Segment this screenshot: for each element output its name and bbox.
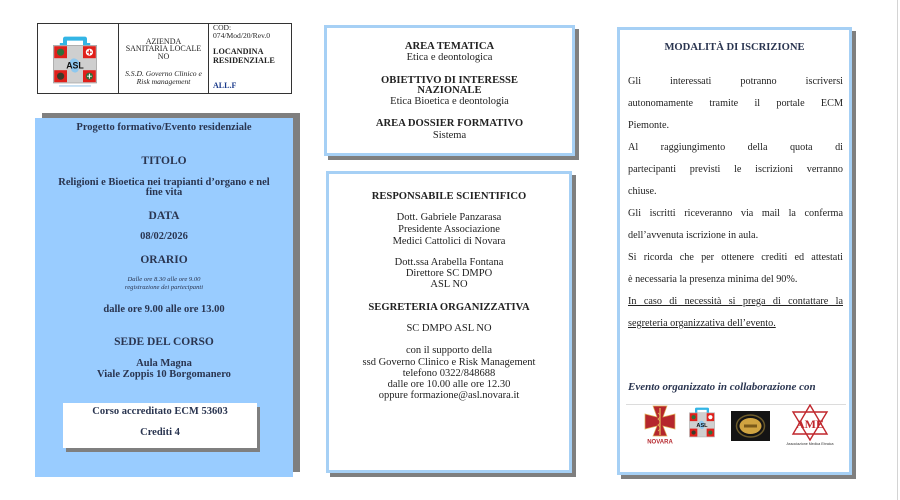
event-type: Progetto formativo/Evento residenziale (76, 122, 252, 133)
header-logo-cell (38, 24, 119, 93)
support-line: ssd Governo Clinico e Risk Management (362, 357, 536, 368)
doc-type-line: RESIDENZIALE (213, 56, 275, 65)
org-name-line: NO (157, 52, 170, 61)
contacts-card (326, 171, 572, 473)
venue-line: Aula Magna (136, 358, 192, 369)
registration-line: Piemonte. (628, 120, 670, 131)
svg-text:AME: AME (796, 417, 824, 431)
accreditation-text: Corso accreditato ECM 53603 (92, 406, 228, 417)
accreditation-box (63, 403, 257, 448)
registration-title: MODALITÀ DI ISCRIZIONE (664, 42, 805, 53)
scientific-label: RESPONSABILE SCIENTIFICO (371, 191, 527, 202)
attachment-label: ALL.F (213, 81, 237, 90)
title-label: TITOLO (141, 155, 187, 167)
phone-line: telefono 0322/848688 (402, 368, 496, 379)
objective-label-line: NAZIONALE (417, 85, 482, 96)
hours-line: dalle ore 10.00 alle ore 12.30 (387, 379, 511, 390)
collaboration-label: Evento organizzato in collaborazione con (628, 381, 816, 393)
svg-text:ASL: ASL (66, 60, 84, 71)
person2-line: Direttore SC DMPO (405, 268, 493, 279)
person1-line: Presidente Associazione (398, 224, 500, 235)
code-label: COD: (213, 23, 232, 32)
org-name-line: AZIENDA (145, 37, 182, 46)
asl-logo-icon (688, 406, 716, 440)
code-value: 074/Mod/20/Rev.0 (213, 31, 271, 40)
person2-line: ASL NO (430, 279, 468, 290)
date-label: DATA (148, 210, 180, 222)
registration-text (628, 71, 843, 335)
venue-label: SEDE DEL CORSO (114, 336, 214, 348)
registration-line: Gli iscritti riceveranno via mail la conferma (628, 208, 843, 219)
event-date: 08/02/2026 (140, 231, 188, 242)
header-code-cell (209, 24, 291, 93)
registration-card (617, 27, 852, 475)
person1-line: Medici Cattolici di Novara (392, 236, 506, 247)
registration-line: Gli interessati potranno iscriversi (628, 76, 843, 87)
svg-text:Associazione Medica Ebraica: Associazione Medica Ebraica (786, 442, 834, 446)
header-org-cell (119, 24, 209, 93)
doc-type-line: LOCANDINA (213, 47, 264, 56)
secretariat-unit: SC DMPO ASL NO (406, 323, 492, 334)
ame-logo-icon (783, 404, 837, 446)
registration-line: è necessaria la presenza minima del 90%. (628, 274, 798, 285)
dossier-value: Sistema (432, 130, 467, 141)
person2-line: Dott.ssa Arabella Fontana (394, 257, 504, 268)
dossier-label: AREA DOSSIER FORMATIVO (375, 118, 524, 129)
secretariat-label: SEGRETERIA ORGANIZZATIVA (368, 302, 530, 313)
org-name-line: SANITARIA LOCALE (125, 44, 202, 53)
dept-line: Risk management (136, 77, 191, 86)
registration-line: Si ricorda che per ottenere crediti ed attestati (628, 252, 843, 263)
dept-line: S.S.D. Governo Clinico e (125, 69, 202, 78)
amci-novara-logo-icon (640, 405, 680, 445)
page-edge-divider (897, 0, 898, 500)
registration-note-line: registrazione dei partecipanti (124, 284, 204, 291)
registration-line: chiuse. (628, 186, 657, 197)
registration-line: Al raggiungimento della quota di (628, 142, 843, 153)
registration-line: dell’avvenuta iscrizione in aula. (628, 230, 759, 241)
person1-line: Dott. Gabriele Panzarasa (396, 212, 502, 223)
objective-label-line: OBIETTIVO DI INTERESSE (381, 75, 518, 86)
area-label: AREA TEMATICA (404, 41, 495, 52)
event-hours: dalle ore 9.00 alle ore 13.00 (103, 304, 225, 315)
registration-line: autonomamente tramite il portale ECM (628, 98, 843, 109)
credits-text: Crediti 4 (140, 427, 180, 438)
event-title-line: Religioni e Bioetica nei trapianti d’organo e nel (58, 177, 270, 188)
objective-value: Etica Bioetica e deontologia (390, 96, 509, 107)
registration-line: partecipanti previsti le iscrizioni verranno (628, 164, 843, 175)
area-value: Etica e deontologica (406, 52, 493, 63)
svg-text:ASL: ASL (696, 423, 708, 430)
venue-line: Viale Zoppis 10 Borgomanero (97, 369, 231, 380)
schedule-label: ORARIO (140, 254, 188, 266)
asl-logo-icon (51, 35, 99, 91)
email-line: oppure formazione@asl.novara.it (378, 390, 520, 401)
topic-card (324, 25, 575, 156)
contact-note-line: In caso di necessità si prega di contattare la (628, 296, 843, 307)
registration-note-line: Dalle ore 8.30 alle ore 9.00 (127, 276, 201, 283)
svg-text:NOVARA: NOVARA (647, 439, 673, 445)
header-table (37, 23, 292, 94)
event-panel (35, 118, 293, 477)
contact-note-line: segreteria organizzativa dell’evento. (628, 318, 776, 329)
event-title-line: fine vita (145, 187, 183, 198)
support-line: con il supporto della (405, 345, 493, 356)
seal-logo-icon (731, 411, 770, 441)
